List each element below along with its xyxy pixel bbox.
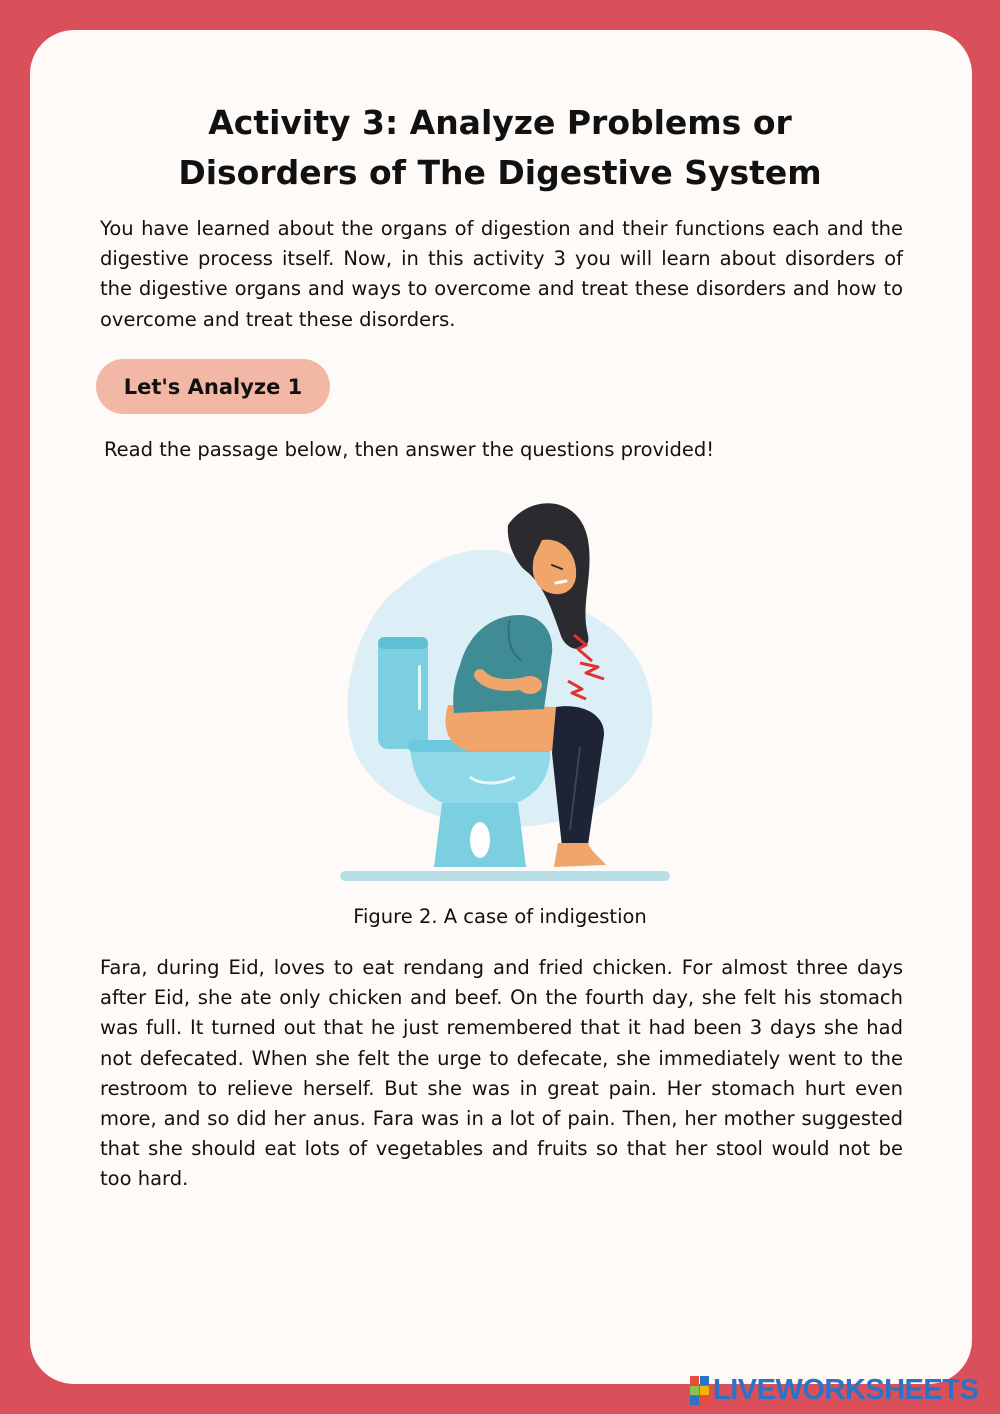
- instruction-text: Read the passage below, then answer the questions provided!: [104, 438, 715, 461]
- figure-illustration: [330, 485, 680, 885]
- story-passage: Fara, during Eid, loves to eat rendang and fried chicken. For almost three days after Eid, she ate only chicken and beef. On the fourth day, she felt his stomach was full. It turned out that he just remembered that it had been 3 days she had not defecated. When she felt the urge to defecate, she immediately went to the restroom to relieve herself. But she was in great pain. Her stomach hurt even more, and so did her anus. Fara was in a lot of pain. Then, her mother suggested that she should eat lots of vegetables and fruits so that her stool would not be too hard.: [100, 956, 903, 1191]
- page-title: [0, 98, 1000, 198]
- woman-on-toilet-icon: [330, 485, 680, 885]
- page-title-line-2: Disorders of The Digestive System: [178, 153, 822, 192]
- liveworksheets-logo[interactable]: [690, 1374, 978, 1406]
- intro-paragraph: You have learned about the organs of digestion and their functions each and the digestive process itself. Now, in this activity 3 you will learn about disorders of the digestive organs and ways to overcome and treat these disorders and how to overcome and treat these disorders.: [100, 217, 903, 331]
- page-title-line-1: Activity 3: Analyze Problems or: [208, 103, 792, 142]
- section-label-badge: Let's Analyze 1: [96, 359, 330, 414]
- logo-wordmark: LIVEWORKSHEETS: [713, 1373, 979, 1406]
- logo-blocks-icon: [690, 1376, 709, 1405]
- figure-caption: Figure 2. A case of indigestion: [353, 905, 647, 928]
